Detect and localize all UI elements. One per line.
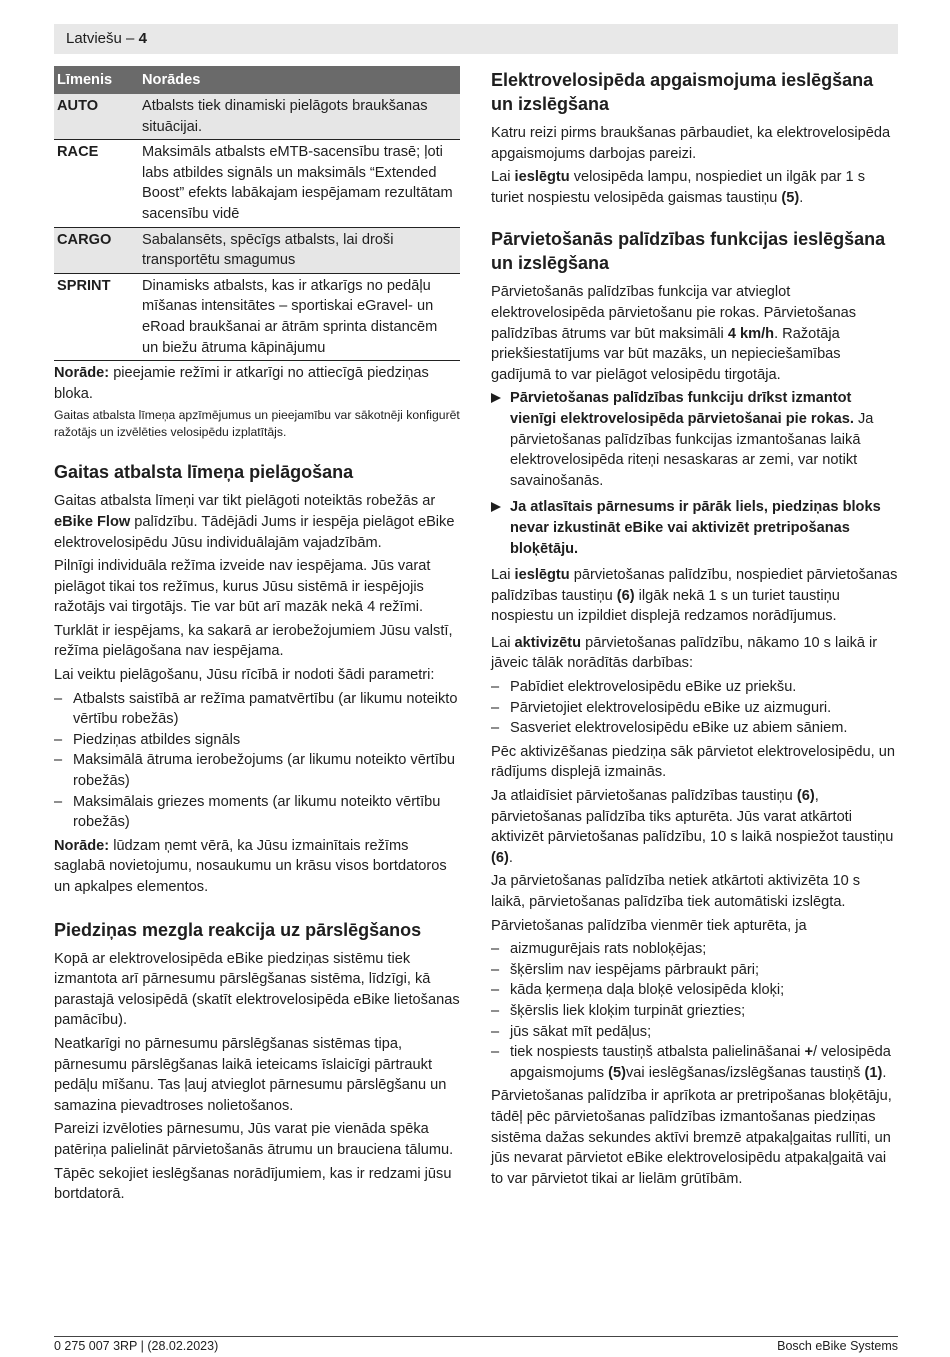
speed-bold: 4 km/h (727, 325, 775, 342)
key-ref: (1) (864, 1064, 883, 1081)
footer-brand: Bosch eBike Systems (777, 1339, 898, 1353)
section-title-lights: Elektrovelosipēda apgaismojuma ieslēgšana un izslēgšana (491, 70, 874, 114)
list-item: – Maksimālais griezes moments (ar likumu noteikto vērtību robežās) (54, 792, 460, 833)
list-item: – Piedziņas atbildes signāls (54, 730, 460, 751)
assist-levels-table (54, 66, 460, 361)
warning-bold: Pārvietošanas palīdzības funkciju drīkst izmantot vienīgi elektrovelosipēda pārvietošanai pie rokas. (510, 390, 854, 427)
push-paragraph: Pēc aktivizēšanas piedziņa sāk pārvietot elektrovelosipēdu, un rādījums displejā izmainās. (491, 743, 895, 781)
bold-span: aktivizētu (514, 634, 582, 651)
key-ref: (6) (796, 788, 815, 805)
text-span: Pārvietošanās palīdzības funkcija var atvieglot elektrovelosipēda pārvietošanu pie rokas. Pārvietošanas palīdzības ātrums var būt maksimāli (491, 284, 857, 342)
lights-paragraph (491, 167, 898, 208)
level-note: Atbalsts tiek dinamiski pielāgots braukšanas situācijai. (139, 94, 460, 140)
push-paragraph (491, 786, 898, 868)
shift-paragraph: Neatkarīgi no pārnesumu pārslēgšanas sistēmas tipa, pārnesumu pārslēgšanas laikā ieteicams īslaicīgi pārtraukt pedāļu mīšanu. Tas ļauj atvieglot pārnesumu pārslēgšanu un samazina pievadtroses nolietošanos. (54, 1035, 447, 1114)
text-span: palīdzību. Tādējādi Jums ir iespēja pielāgot eBike elektrovelosipēdu Jūsu individuālajām vajadzībām. (54, 513, 455, 551)
text-span: pārvietošanas palīdzību, nospiediet pārvietošanas palīdzības taustiņu (491, 567, 898, 604)
text-span: Ja atlaidīsiet pārvietošanas palīdzības taustiņu (491, 788, 797, 805)
list-item: – šķērslim nav iespējams pārbraukt pāri; (491, 960, 898, 981)
bold-span: ieslēgtu (514, 567, 570, 584)
page-header (54, 24, 898, 54)
shift-paragraph: Pareizi izvēloties pārnesumu, Jūs varat pie vienāda spēka patēriņa palielināt pārvietošanās ātrumu un brauciena tālumu. (54, 1121, 454, 1158)
footer-divider (54, 1336, 898, 1337)
parameters-list (54, 689, 460, 833)
push-paragraph: Ja pārvietošanas palīdzība netiek atkārtoti aktivizēta 10 s laikā, pārvietošanas palīdzība tiek automātiski izslēgta. (491, 873, 861, 910)
table-row (54, 273, 460, 360)
note-label: Norāde: (54, 365, 110, 382)
text-span: / velosipēda apgaismojums (510, 1044, 891, 1081)
table-row (54, 94, 460, 140)
push-paragraph (491, 282, 898, 385)
section-title-push: Pārvietošanās palīdzības funkcijas ieslēgšana un izslēgšana (491, 229, 886, 274)
adjust-paragraph: Pilnīgi individuāla režīma izveide nav iespējama. Jūs varat pielāgot tikai tos režīmus, kurus Jūsu sistēmā ir iespējojis ražotājs vai tirgotājs. Tie var būt arī mazāk nekā 4 režīmi. (54, 558, 431, 616)
table-header-row (54, 66, 460, 94)
level-note: Dinamisks atbalsts, kas ir atkarīgs no pedāļu mīšanas intensitātes – sportiskai eGravel- un eRoad braukšanai ar ātrām sprinta distancēm un biežu ātruma kāpinājumu (139, 273, 460, 360)
key-ref: (6) (491, 849, 509, 866)
list-item: – aizmugurējais rats nobloķējas; (491, 939, 898, 960)
list-item: – Atbalsts saistībā ar režīma pamatvērtību (ar likumu noteikto vērtību robežās) (54, 689, 460, 730)
footer-doc-number: 0 275 007 3RP | (28.02.2023) (54, 1339, 219, 1353)
shift-paragraph: Kopā ar elektrovelosipēda eBike piedziņas sistēmu tiek izmantota arī pārnesumu pārslēgšanas sistēma, līdzīgi, kā parastajā velosipēdā (skatīt elektrovelosipēda eBike lietošanas pamācību). (54, 950, 460, 1029)
table-header-notes: Norādes (139, 66, 460, 94)
stop-conditions-list (491, 939, 898, 1083)
table-note (54, 363, 460, 404)
activation-steps-list (491, 677, 898, 739)
warning-text: Ja pārvietošanas palīdzības funkcijas izmantošanas laikā elektrovelosipēda riteņi nesaskaras ar zemi, var notikt savainošanās. (510, 410, 874, 489)
level-name: RACE (54, 140, 139, 227)
text-span: Lai (491, 567, 515, 584)
list-item: – šķērslis liek kloķim turpināt griezties; (491, 1001, 898, 1022)
key-ref: (6) (616, 587, 635, 604)
list-item (491, 1042, 898, 1083)
text-span: Lai (491, 169, 515, 186)
list-item: – Pārvietojiet elektrovelosipēdu eBike uz aizmuguri. (491, 698, 898, 719)
key-ref: (5) (781, 189, 800, 206)
key-ref: + (804, 1044, 814, 1061)
note-text: lūdzam ņemt vērā, ka Jūsu izmainītais režīms saglabā novietojumu, nosaukumu un krāsu visos bortdatoros un apkalpes elementos. (54, 837, 447, 895)
text-span: pārvietošanas palīdzību, nākamo 10 s laikā ir jāveic tālāk norādītās darbības: (491, 634, 878, 672)
section-title-shift: Piedziņas mezgla reakcija uz pārslēgšanos (54, 919, 422, 940)
shift-paragraph: Tāpēc sekojiet ieslēgšanas norādījumiem, kas ir redzami jūsu bortdatorā. (54, 1165, 452, 1203)
push-paragraph: Pārvietošanas palīdzība ir aprīkota ar pretripošanas bloķētāju, tādēļ pēc pārvietošanas palīdzības izmantošanas piedziņas sistēma dažas sekundes aktīvi bremzē atpakaļgaitas rullīti, un jūs nevarat pārvietot eBike elektrovelosipēdu atpakaļgaitā vai to var pārvietot tikai ar lielām grūtībām. (491, 1088, 892, 1187)
section-title-adjust: Gaitas atbalsta līmeņa pielāgošana (54, 462, 354, 483)
text-span: Lai (491, 634, 515, 651)
note-text: pieejamie režīmi ir atkarīgi no attiecīgā piedziņas bloka. (54, 365, 429, 402)
push-paragraph (491, 565, 898, 627)
level-name: CARGO (54, 227, 139, 273)
lights-paragraph: Katru reizi pirms braukšanas pārbaudiet, ka elektrovelosipēda apgaismojums darbojas pareizi. (491, 125, 891, 162)
note-label: Norāde: (54, 837, 110, 854)
adjust-paragraph (54, 491, 460, 553)
list-item: – Sasveriet elektrovelosipēdu eBike uz abiem sāniem. (491, 718, 898, 739)
text-span: vai ieslēgšanas/izslēgšanas taustiņš (626, 1064, 865, 1081)
table-small-note: Gaitas atbalsta līmeņa apzīmējumus un pieejamību var sākotnēji konfigurēt ražotājs un izvēlēties velosipēdu izplatītājs. (54, 408, 460, 439)
warning-bold: Ja atlasītais pārnesums ir pārāk liels, piedziņas bloks nevar izkustināt eBike vai aktivizēt pretripošanas bloķētāju. (510, 499, 881, 557)
list-item: – jūs sākat mīt pedāļus; (491, 1022, 898, 1043)
warning-item (491, 497, 898, 559)
key-ref: (5) (608, 1064, 626, 1081)
right-column (491, 68, 898, 1192)
text-span: . (799, 189, 804, 206)
text-span: velosipēda lampu, nospiediet un ilgāk par 1 s turiet nospiestu velosipēda gaismas taustiņu (491, 169, 865, 206)
adjust-paragraph: Turklāt ir iespējams, ka sakarā ar ierobežojumiem Jūsu valstī, režīma pielāgošana nav iespējama. (54, 622, 453, 660)
bold-span: ieslēgtu (514, 169, 570, 186)
ebike-flow-bold: eBike Flow (54, 513, 131, 530)
page-number: 4 (138, 30, 147, 47)
adjust-paragraph: Lai veiktu pielāgošanu, Jūsu rīcībā ir nodoti šādi parametri: (54, 667, 435, 684)
text-span: ilgāk nekā 1 s un turiet taustiņu nospiestu un izpildiet displejā redzamos norādījumus. (491, 587, 840, 625)
text-span: Gaitas atbalsta līmeņi var tikt pielāgoti noteiktās robežās ar (54, 493, 436, 510)
list-item: – Pabīdiet elektrovelosipēdu eBike uz priekšu. (491, 677, 898, 698)
level-note: Maksimāls atbalsts eMTB-sacensību trasē; ļoti labs atbildes signāls un maksimāls “Extended Boost” efekts labākajam iespējamam rezultātam sacensību vidē (139, 140, 460, 227)
text-span: . (882, 1064, 887, 1081)
text-span: , pārvietošanas palīdzība tiks apturēta. Jūs varat atkārtoti aktivizēt pārvietošanas palīdzību, 10 s laikā nospiežot taustiņu (491, 788, 894, 846)
list-item: – kāda ķermeņa daļa bloķē velosipēda kloķi; (491, 980, 898, 1001)
header-language: Latviešu – (66, 30, 135, 47)
warning-item (491, 388, 898, 491)
level-name: AUTO (54, 94, 139, 140)
warning-triangle-icon (491, 393, 501, 403)
text-span: . (508, 849, 513, 866)
text-span: . Ražotāja priekšiestatījums var būt mazāks, un nepieciešamības gadījumā to var pielāgot velosipēdu tirgotāja. (491, 325, 841, 383)
level-note: Sabalansēts, spēcīgs atbalsts, lai droši transportētu smagumus (139, 227, 460, 273)
push-paragraph: Pārvietošanas palīdzība vienmēr tiek apturēta, ja (491, 917, 807, 934)
text-span: tiek nospiests taustiņš atbalsta palielināšanai (510, 1044, 805, 1061)
adjust-note (54, 836, 460, 898)
push-paragraph (491, 633, 898, 674)
list-item: – Maksimālā ātruma ierobežojums (ar likumu noteikto vērtību robežās) (54, 750, 460, 791)
table-header-level: Līmenis (54, 66, 139, 94)
level-name: SPRINT (54, 273, 139, 360)
table-row (54, 140, 460, 227)
warning-triangle-icon (491, 502, 501, 512)
table-row (54, 227, 460, 273)
left-column (54, 66, 460, 1208)
